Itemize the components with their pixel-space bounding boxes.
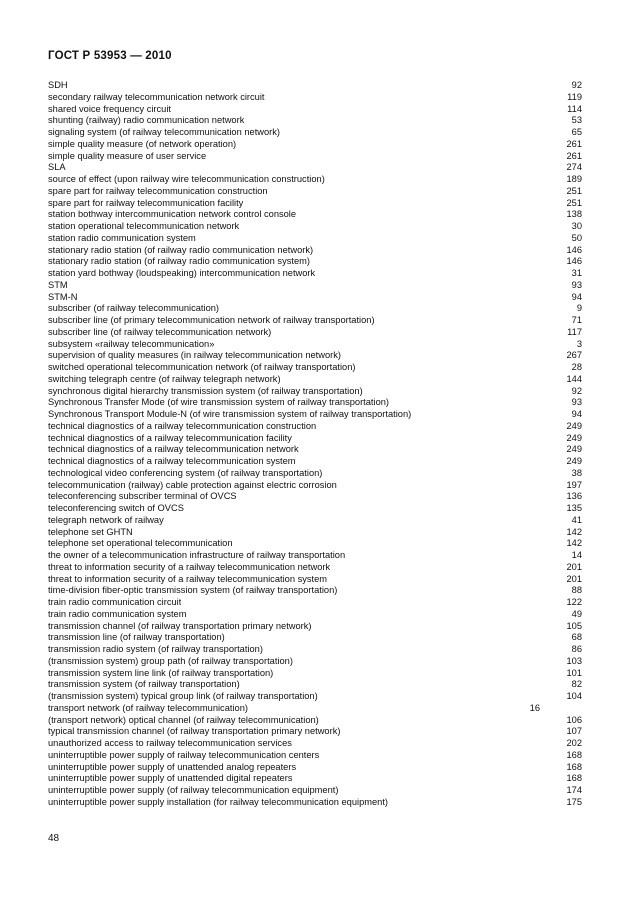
index-page-ref: 135	[566, 503, 582, 513]
index-term: source of effect (upon railway wire telecommunication construction)	[48, 174, 325, 184]
term-index	[48, 80, 582, 809]
index-term: simple quality measure of user service	[48, 150, 207, 161]
index-page-ref: 197	[566, 479, 582, 490]
index-entry	[48, 350, 582, 362]
index-page-ref: 38	[571, 467, 582, 478]
index-entry	[48, 515, 582, 527]
index-term: SDH	[48, 80, 68, 90]
index-term: subsystem «railway telecommunication»	[48, 338, 215, 349]
index-entry	[48, 703, 582, 715]
index-page-ref: 65	[571, 127, 582, 137]
index-entry	[48, 80, 582, 92]
index-entry	[48, 456, 582, 468]
index-page-ref: 30	[571, 221, 582, 231]
index-page-ref: 104	[566, 691, 582, 701]
index-page-ref: 71	[571, 315, 582, 325]
index-term: shared voice frequency circuit	[48, 103, 171, 114]
index-page-ref: 138	[566, 209, 582, 220]
index-entry	[48, 303, 582, 315]
index-entry	[48, 327, 582, 339]
index-term: STM-N	[48, 291, 78, 302]
index-entry	[48, 92, 582, 104]
index-term: train radio communication circuit	[48, 597, 182, 607]
index-entry	[48, 738, 582, 750]
index-term: threat to information security of a railway telecommunication network	[48, 561, 331, 572]
index-term: telecommunication (railway) cable protection against electric corrosion	[48, 479, 337, 490]
index-page-ref: 122	[566, 597, 582, 607]
index-term: spare part for railway telecommunication facility	[48, 197, 244, 208]
index-page-ref: 201	[566, 561, 582, 572]
index-entry	[48, 292, 582, 304]
index-page-ref: 136	[566, 491, 582, 502]
index-term: transmission radio system (of railway transportation)	[48, 644, 263, 654]
index-entry	[48, 233, 582, 245]
index-entry	[48, 574, 582, 586]
index-page-ref: 105	[566, 620, 582, 631]
index-page-ref: 68	[571, 632, 582, 643]
index-term: technical diagnostics of a railway telecommunication facility	[48, 432, 292, 443]
index-entry	[48, 127, 582, 139]
page-number: 48	[48, 833, 60, 844]
index-entry	[48, 409, 582, 421]
index-entry	[48, 726, 582, 738]
index-entry	[48, 421, 582, 433]
index-entry	[48, 480, 582, 492]
index-term: switched operational telecommunication network (of railway transportation)	[48, 362, 356, 372]
index-term: typical transmission channel (of railway transportation primary network)	[48, 726, 341, 737]
index-entry	[48, 491, 582, 503]
index-page-ref: 251	[566, 197, 582, 208]
index-page-ref: 175	[566, 796, 582, 807]
index-page-ref: 94	[571, 409, 582, 419]
index-page-ref: 142	[566, 526, 582, 537]
index-entry	[48, 538, 582, 550]
index-page-ref: 174	[566, 785, 582, 795]
index-page-ref: 117	[567, 326, 582, 337]
index-entry	[48, 198, 582, 210]
index-entry	[48, 644, 582, 656]
index-entry	[48, 433, 582, 445]
index-entry	[48, 256, 582, 268]
index-entry	[48, 186, 582, 198]
index-page-ref: 249	[566, 444, 582, 455]
index-entry	[48, 444, 582, 456]
index-term: synchronous digital hierarchy transmission system (of railway transportation)	[48, 385, 363, 396]
index-entry	[48, 585, 582, 597]
index-term: supervision of quality measures (in railway telecommunication network)	[48, 350, 341, 361]
index-term: teleconferencing subscriber terminal of OVCS	[48, 491, 237, 502]
index-term: technical diagnostics of a railway telecommunication construction	[48, 420, 317, 431]
index-term: STM	[48, 279, 68, 290]
index-term: technological video conferencing system (of railway transportation)	[48, 467, 323, 478]
index-term: telephone set GHTN	[48, 526, 133, 537]
index-term: station yard bothway (loudspeaking) intercommunication network	[48, 268, 316, 278]
index-entry	[48, 362, 582, 374]
index-entry	[48, 656, 582, 668]
index-page-ref: 9	[576, 303, 582, 314]
index-entry	[48, 668, 582, 680]
index-entry	[48, 527, 582, 539]
index-entry	[48, 174, 582, 186]
index-term: telegraph network of railway	[48, 514, 164, 525]
index-page-ref: 101	[566, 667, 582, 678]
index-entry	[48, 115, 582, 127]
index-entry	[48, 762, 582, 774]
index-page-ref: 249	[566, 456, 582, 466]
index-term: transmission line (of railway transportation)	[48, 632, 225, 643]
index-term: uninterruptible power supply of unattended analog repeaters	[48, 761, 297, 772]
index-page-ref: 94	[571, 291, 582, 302]
index-page-ref: 119	[567, 91, 582, 102]
index-page-ref: 53	[571, 115, 582, 126]
index-entry	[48, 750, 582, 762]
index-term: subscriber line (of railway telecommunication network)	[48, 326, 272, 337]
index-page-ref: 274	[566, 162, 582, 173]
index-term: stationary radio station (of railway radio communication system)	[48, 256, 310, 267]
index-term: (transmission system) typical group link (of railway transportation)	[48, 691, 318, 701]
index-term: Synchronous Transfer Mode (of wire transmission system of railway transportation)	[48, 397, 390, 408]
index-term: shunting (railway) radio communication network	[48, 115, 245, 126]
index-page-ref: 146	[566, 244, 582, 255]
index-entry	[48, 339, 582, 351]
index-entry	[48, 104, 582, 116]
index-term: station radio communication system	[48, 232, 196, 243]
index-entry	[48, 151, 582, 163]
index-page-ref: 92	[571, 80, 582, 90]
index-page-ref: 202	[566, 738, 582, 748]
index-term: spare part for railway telecommunication construction	[48, 185, 268, 196]
index-entry	[48, 503, 582, 515]
index-page-ref: 14	[571, 550, 582, 560]
index-page-ref: 3	[576, 338, 582, 349]
index-page-ref: 50	[571, 232, 582, 243]
index-term: transmission system (of railway transportation)	[48, 679, 240, 690]
index-entry	[48, 785, 582, 797]
index-page-ref: 28	[571, 362, 582, 372]
index-term: station bothway intercommunication network control console	[48, 209, 297, 220]
index-entry	[48, 797, 582, 809]
index-entry	[48, 632, 582, 644]
index-term: station operational telecommunication network	[48, 221, 240, 231]
index-term: simple quality measure (of network operation)	[48, 138, 237, 149]
index-term: transmission system line link (of railway transportation)	[48, 667, 274, 678]
index-entry	[48, 562, 582, 574]
index-term: train radio communication system	[48, 608, 187, 619]
index-page-ref: 251	[566, 185, 582, 196]
index-entry	[48, 245, 582, 257]
index-entry	[48, 468, 582, 480]
index-page-ref: 92	[571, 385, 582, 396]
index-entry	[48, 621, 582, 633]
index-page-ref: 249	[566, 432, 582, 443]
index-entry	[48, 139, 582, 151]
index-page-ref: 31	[571, 268, 582, 278]
index-page-ref: 261	[566, 138, 582, 149]
index-page-ref: 103	[566, 655, 582, 666]
index-page-ref: 144	[566, 373, 582, 384]
index-page-ref: 93	[571, 397, 582, 408]
index-term: transmission channel (of railway transportation primary network)	[48, 620, 312, 631]
index-term: (transport network) optical channel (of railway telecommunication)	[48, 714, 319, 725]
index-term: signaling system (of railway telecommunication network)	[48, 127, 280, 137]
index-page-ref: 142	[566, 538, 582, 549]
index-term: time-division fiber-optic transmission system (of railway transportation)	[48, 585, 338, 596]
index-term: switching telegraph centre (of railway telegraph network)	[48, 373, 281, 384]
index-page-ref: 88	[571, 585, 582, 596]
index-page-ref: 107	[566, 726, 582, 737]
index-entry	[48, 386, 582, 398]
index-page-ref: 49	[571, 608, 582, 619]
index-entry	[48, 162, 582, 174]
index-term: uninterruptible power supply of railway telecommunication centers	[48, 749, 320, 760]
index-entry	[48, 280, 582, 292]
index-term: teleconferencing switch of OVCS	[48, 503, 184, 513]
index-entry	[48, 397, 582, 409]
index-entry	[48, 773, 582, 785]
index-entry	[48, 679, 582, 691]
index-term: secondary railway telecommunication network circuit	[48, 91, 265, 102]
index-term: threat to information security of a railway telecommunication system	[48, 573, 328, 584]
index-entry	[48, 268, 582, 280]
index-term: technical diagnostics of a railway telecommunication network	[48, 444, 299, 455]
index-entry	[48, 221, 582, 233]
index-term: uninterruptible power supply (of railway telecommunication equipment)	[48, 785, 339, 795]
index-term: transport network (of railway telecommunication)	[48, 702, 248, 713]
index-page-ref: 267	[566, 350, 582, 361]
index-page-ref: 93	[571, 279, 582, 290]
index-entry	[48, 374, 582, 386]
index-entry	[48, 597, 582, 609]
index-page-ref: 168	[566, 761, 582, 772]
index-entry	[48, 550, 582, 562]
index-page-ref: 86	[571, 644, 582, 654]
index-term: unauthorized access to railway telecommunication services	[48, 738, 292, 748]
index-entry	[48, 209, 582, 221]
index-term: (transmission system) group path (of railway transportation)	[48, 655, 293, 666]
index-term: telephone set operational telecommunication	[48, 538, 233, 549]
index-page-ref: 41	[571, 514, 582, 525]
document-header: ГОСТ Р 53953 — 2010	[48, 50, 172, 62]
index-entry	[48, 315, 582, 327]
index-page-ref: 189	[566, 174, 582, 184]
index-page-ref: 168	[566, 773, 582, 784]
index-term: uninterruptible power supply installation (for railway telecommunication equipment)	[48, 796, 389, 807]
index-page-ref: 168	[566, 749, 582, 760]
index-page-ref: 82	[571, 679, 582, 690]
index-entry	[48, 691, 582, 703]
index-page-ref: 201	[566, 573, 582, 584]
index-term: subscriber (of railway telecommunication)	[48, 303, 220, 314]
index-page-ref: 16	[529, 702, 540, 713]
index-page-ref: 146	[566, 256, 582, 267]
index-entry	[48, 609, 582, 621]
index-page-ref: 106	[566, 714, 582, 725]
index-term: the owner of a telecommunication infrastructure of railway transportation	[48, 550, 346, 560]
index-entry	[48, 715, 582, 727]
index-page-ref: 249	[566, 420, 582, 431]
index-term: uninterruptible power supply of unattended digital repeaters	[48, 773, 293, 784]
index-term: SLA	[48, 162, 66, 173]
index-page-ref: 114	[567, 103, 582, 114]
index-term: Synchronous Transport Module-N (of wire transmission system of railway transportation)	[48, 409, 412, 419]
index-term: stationary radio station (of railway radio communication network)	[48, 244, 314, 255]
index-term: subscriber line (of primary telecommunication network of railway transportation)	[48, 315, 375, 325]
index-term: technical diagnostics of a railway telecommunication system	[48, 456, 296, 466]
index-page-ref: 261	[566, 150, 582, 161]
